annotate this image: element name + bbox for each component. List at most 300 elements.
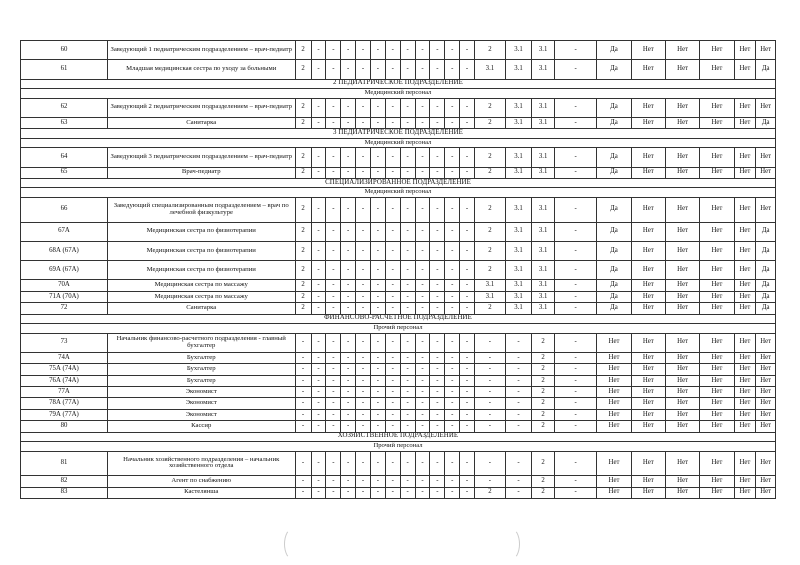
table-cell: - (385, 291, 400, 302)
table-cell: - (555, 398, 597, 409)
position-name: Агент по снабжению (107, 476, 295, 487)
table-cell: - (356, 241, 371, 260)
table-cell: 3.1 (505, 303, 531, 314)
position-name: Медицинская сестра по физиотерапии (107, 222, 295, 241)
table-cell: 3.1 (532, 148, 555, 167)
table-cell: 2 (532, 487, 555, 498)
table-cell: - (326, 280, 341, 291)
table-cell: 2 (474, 222, 505, 241)
table-cell: - (311, 409, 326, 420)
table-cell: - (341, 409, 356, 420)
table-cell: Нет (700, 60, 734, 79)
table-cell: 3.1 (474, 291, 505, 302)
table-cell: Нет (700, 280, 734, 291)
table-cell: Да (756, 117, 776, 128)
table-cell: - (311, 387, 326, 398)
table-cell: - (400, 60, 415, 79)
position-name: Заведующий 1 педиатрическим подразделением – врач-педиатр (107, 41, 295, 60)
table-cell: Нет (700, 197, 734, 222)
table-cell: 2 (532, 333, 555, 352)
table-cell: - (311, 451, 326, 476)
table-cell: 3.1 (532, 303, 555, 314)
section-header-row (21, 79, 776, 89)
table-cell: - (370, 451, 385, 476)
table-cell: Нет (734, 291, 756, 302)
table-cell: - (415, 375, 430, 386)
table-cell: Нет (756, 148, 776, 167)
table-cell: Да (597, 303, 631, 314)
table-cell: - (445, 291, 460, 302)
table-cell: 3.1 (532, 98, 555, 117)
table-cell: - (474, 375, 505, 386)
table-cell: - (460, 476, 475, 487)
table-cell: - (385, 167, 400, 178)
table-cell: Нет (597, 387, 631, 398)
table-cell: - (555, 333, 597, 352)
table-cell: - (385, 303, 400, 314)
table-cell: - (415, 98, 430, 117)
table-cell: Нет (597, 451, 631, 476)
table-cell: - (460, 487, 475, 498)
table-cell: 2 (474, 41, 505, 60)
table-cell: - (370, 421, 385, 432)
table-cell: Нет (700, 222, 734, 241)
table-cell: - (555, 375, 597, 386)
table-cell: - (430, 476, 445, 487)
table-cell: - (430, 303, 445, 314)
table-cell: - (460, 291, 475, 302)
table-cell: - (356, 167, 371, 178)
table-cell: - (326, 409, 341, 420)
table-cell: Нет (665, 167, 699, 178)
table-cell: Нет (631, 167, 665, 178)
table-cell: Нет (700, 148, 734, 167)
table-cell: - (341, 333, 356, 352)
table-row (21, 41, 776, 60)
table-cell: Да (756, 222, 776, 241)
table-cell: - (341, 375, 356, 386)
table-row (21, 167, 776, 178)
table-cell: - (430, 333, 445, 352)
table-cell: Да (597, 261, 631, 280)
table-cell: Нет (631, 241, 665, 260)
table-cell: - (385, 117, 400, 128)
table-cell: Нет (597, 375, 631, 386)
table-cell: 2 (474, 197, 505, 222)
table-cell: 2 (295, 197, 311, 222)
workplace-number: 67А (21, 222, 108, 241)
table-cell: 2 (295, 98, 311, 117)
table-cell: - (356, 451, 371, 476)
table-cell: Нет (597, 398, 631, 409)
table-cell: - (370, 352, 385, 363)
table-cell: - (415, 387, 430, 398)
table-cell: Нет (756, 333, 776, 352)
table-cell: - (555, 476, 597, 487)
table-cell: - (370, 241, 385, 260)
section-title: ХОЗЯЙСТВЕННОЕ ПОДРАЗДЕЛЕНИЕ (21, 432, 776, 442)
table-cell: - (385, 451, 400, 476)
table-cell: - (370, 98, 385, 117)
table-cell: - (295, 409, 311, 420)
table-cell: - (400, 387, 415, 398)
position-name: Начальник хозяйственного подразделения – начальник хозяйственного отдела (107, 451, 295, 476)
table-cell: Нет (700, 241, 734, 260)
table-cell: Нет (665, 375, 699, 386)
table-cell: - (460, 451, 475, 476)
table-cell: - (311, 375, 326, 386)
workplace-number: 76А (74А) (21, 375, 108, 386)
table-cell: - (460, 398, 475, 409)
table-cell: - (555, 117, 597, 128)
workplace-number: 77А (21, 387, 108, 398)
table-row (21, 364, 776, 375)
table-cell: - (445, 117, 460, 128)
table-cell: - (555, 409, 597, 420)
table-cell: - (295, 487, 311, 498)
table-cell: - (356, 303, 371, 314)
table-cell: - (460, 333, 475, 352)
table-cell: Нет (631, 387, 665, 398)
table-cell: - (445, 487, 460, 498)
table-cell: - (415, 148, 430, 167)
table-cell: - (445, 398, 460, 409)
table-cell: Нет (631, 41, 665, 60)
table-cell: - (385, 197, 400, 222)
faint-circle-mark (502, 528, 520, 560)
position-name: Начальник финансово-расчетного подразделения - главный бухгалтер (107, 333, 295, 352)
table-cell: - (356, 98, 371, 117)
table-cell: - (400, 41, 415, 60)
table-cell: - (326, 241, 341, 260)
table-cell: Да (756, 280, 776, 291)
table-cell: - (400, 117, 415, 128)
table-cell: Нет (700, 303, 734, 314)
table-cell: Нет (700, 41, 734, 60)
table-cell: 2 (295, 303, 311, 314)
table-cell: - (370, 364, 385, 375)
table-cell: 3.1 (505, 167, 531, 178)
section-header-row (21, 129, 776, 139)
table-cell: - (311, 421, 326, 432)
table-cell: - (400, 352, 415, 363)
position-name: Медицинская сестра по массажу (107, 280, 295, 291)
table-cell: - (415, 117, 430, 128)
table-cell: 2 (295, 60, 311, 79)
table-cell: - (460, 375, 475, 386)
table-cell: - (385, 375, 400, 386)
table-cell: - (505, 421, 531, 432)
table-row (21, 421, 776, 432)
table-cell: - (555, 197, 597, 222)
table-cell: Нет (631, 222, 665, 241)
table-cell: Да (756, 303, 776, 314)
table-cell: 3.1 (505, 197, 531, 222)
table-cell: - (460, 261, 475, 280)
table-cell: Да (597, 41, 631, 60)
table-cell: - (385, 60, 400, 79)
table-cell: - (326, 451, 341, 476)
table-cell: - (415, 421, 430, 432)
table-cell: 3.1 (505, 261, 531, 280)
table-cell: - (445, 261, 460, 280)
subsection-header-row (21, 442, 776, 452)
table-cell: Нет (756, 375, 776, 386)
position-name: Заведующий специализированным подразделением – врач по лечебной физкультуре (107, 197, 295, 222)
table-cell: - (311, 241, 326, 260)
table-cell: - (400, 98, 415, 117)
table-cell: - (385, 333, 400, 352)
table-cell: - (400, 476, 415, 487)
workplace-number: 63 (21, 117, 108, 128)
table-cell: - (311, 333, 326, 352)
table-cell: - (311, 222, 326, 241)
position-name: Кассир (107, 421, 295, 432)
table-cell: - (370, 409, 385, 420)
table-cell: Нет (597, 409, 631, 420)
table-row (21, 222, 776, 241)
table-cell: - (445, 98, 460, 117)
table-cell: Нет (631, 476, 665, 487)
table-cell: - (415, 398, 430, 409)
table-cell: - (430, 409, 445, 420)
table-cell: - (341, 261, 356, 280)
table-row (21, 280, 776, 291)
workplace-number: 68А (67А) (21, 241, 108, 260)
table-cell: Да (756, 60, 776, 79)
table-cell: - (445, 387, 460, 398)
table-cell: - (505, 409, 531, 420)
table-cell: - (555, 261, 597, 280)
table-cell: - (356, 364, 371, 375)
table-cell: Нет (665, 241, 699, 260)
table-cell: - (356, 291, 371, 302)
table-cell: Нет (665, 421, 699, 432)
table-cell: - (430, 222, 445, 241)
table-cell: Нет (665, 280, 699, 291)
table-cell: - (555, 167, 597, 178)
table-cell: 3.1 (505, 60, 531, 79)
table-cell: 3.1 (532, 222, 555, 241)
table-cell: - (430, 167, 445, 178)
workplace-number: 82 (21, 476, 108, 487)
table-cell: Да (597, 222, 631, 241)
table-cell: - (295, 352, 311, 363)
position-name: Врач-педиатр (107, 167, 295, 178)
section-header-row (21, 314, 776, 324)
table-cell: 3.1 (505, 117, 531, 128)
table-cell: - (326, 398, 341, 409)
table-cell: Нет (700, 333, 734, 352)
table-cell: - (505, 333, 531, 352)
table-cell: 2 (474, 303, 505, 314)
table-cell: - (505, 476, 531, 487)
table-cell: - (474, 387, 505, 398)
table-cell: - (474, 333, 505, 352)
table-cell: Нет (665, 41, 699, 60)
table-cell: Нет (700, 398, 734, 409)
table-cell: Нет (597, 487, 631, 498)
table-cell: - (460, 280, 475, 291)
table-cell: - (356, 333, 371, 352)
table-cell: - (356, 487, 371, 498)
table-cell: Да (756, 241, 776, 260)
table-cell: Нет (665, 261, 699, 280)
table-cell: Нет (665, 364, 699, 375)
table-cell: Нет (756, 409, 776, 420)
table-cell: - (430, 451, 445, 476)
table-cell: - (370, 487, 385, 498)
table-cell: Нет (734, 487, 756, 498)
table-cell: - (415, 487, 430, 498)
table-cell: - (505, 487, 531, 498)
table-cell: - (341, 291, 356, 302)
table-cell: Нет (700, 375, 734, 386)
table-cell: - (505, 451, 531, 476)
table-cell: - (430, 197, 445, 222)
table-cell: - (385, 409, 400, 420)
table-cell: Нет (734, 60, 756, 79)
table-cell: Нет (734, 41, 756, 60)
table-cell: Нет (631, 421, 665, 432)
table-cell: - (370, 197, 385, 222)
table-cell: Нет (665, 222, 699, 241)
table-cell: - (555, 98, 597, 117)
table-cell: Нет (631, 398, 665, 409)
table-cell: - (555, 303, 597, 314)
table-cell: Нет (631, 60, 665, 79)
table-cell: - (356, 421, 371, 432)
table-cell: Нет (734, 375, 756, 386)
table-cell: - (370, 261, 385, 280)
table-cell: Нет (756, 364, 776, 375)
table-cell: - (341, 303, 356, 314)
table-cell: 2 (295, 117, 311, 128)
table-cell: Нет (756, 398, 776, 409)
subsection-title: Прочий персонал (21, 442, 776, 452)
table-cell: Да (597, 241, 631, 260)
table-cell: Нет (734, 303, 756, 314)
table-cell: - (326, 197, 341, 222)
table-cell: 3.1 (474, 60, 505, 79)
table-cell: Нет (597, 421, 631, 432)
table-cell: Да (597, 98, 631, 117)
table-cell: - (370, 222, 385, 241)
table-cell: - (370, 167, 385, 178)
table-cell: - (400, 409, 415, 420)
table-cell: - (341, 476, 356, 487)
table-cell: Нет (734, 280, 756, 291)
table-cell: - (400, 222, 415, 241)
table-cell: - (385, 352, 400, 363)
table-cell: Нет (665, 197, 699, 222)
table-row (21, 117, 776, 128)
table-cell: 3.1 (505, 280, 531, 291)
table-cell: - (415, 409, 430, 420)
subsection-title: Медицинский персонал (21, 188, 776, 198)
workplace-number: 71А (70А) (21, 291, 108, 302)
sout-results-table (20, 40, 776, 499)
table-cell: - (555, 148, 597, 167)
table-cell: - (385, 387, 400, 398)
table-cell: 2 (532, 451, 555, 476)
table-cell: - (295, 421, 311, 432)
table-cell: - (295, 476, 311, 487)
table-cell: - (430, 117, 445, 128)
table-cell: 2 (532, 387, 555, 398)
table-cell: - (445, 148, 460, 167)
table-cell: - (385, 261, 400, 280)
table-cell: - (460, 409, 475, 420)
table-cell: - (385, 98, 400, 117)
table-cell: - (430, 375, 445, 386)
table-cell: - (326, 375, 341, 386)
table-cell: - (460, 421, 475, 432)
section-header-row (21, 432, 776, 442)
table-cell: - (430, 387, 445, 398)
table-cell: Нет (631, 148, 665, 167)
table-cell: - (341, 41, 356, 60)
table-cell: - (555, 280, 597, 291)
position-name: Санитарка (107, 303, 295, 314)
table-cell: Нет (756, 421, 776, 432)
workplace-number: 62 (21, 98, 108, 117)
table-cell: - (460, 387, 475, 398)
table-cell: Нет (700, 364, 734, 375)
table-cell: - (415, 197, 430, 222)
table-cell: - (430, 352, 445, 363)
table-cell: - (460, 222, 475, 241)
table-cell: - (356, 375, 371, 386)
table-cell: Нет (734, 352, 756, 363)
table-cell: - (311, 364, 326, 375)
table-cell: - (445, 421, 460, 432)
table-cell: - (295, 387, 311, 398)
table-cell: - (385, 364, 400, 375)
table-cell: - (555, 451, 597, 476)
table-cell: - (370, 117, 385, 128)
table-row (21, 303, 776, 314)
table-cell: - (370, 387, 385, 398)
table-row (21, 333, 776, 352)
table-cell: - (445, 375, 460, 386)
table-cell: Нет (665, 148, 699, 167)
position-name: Экономист (107, 387, 295, 398)
section-title: 3 ПЕДИАТРИЧЕСКОЕ ПОДРАЗДЕЛЕНИЕ (21, 129, 776, 139)
table-cell: - (356, 409, 371, 420)
table-cell: 2 (532, 421, 555, 432)
table-cell: - (400, 167, 415, 178)
table-cell: - (311, 398, 326, 409)
table-cell: - (400, 291, 415, 302)
table-cell: - (370, 280, 385, 291)
table-cell: - (474, 409, 505, 420)
table-cell: - (430, 364, 445, 375)
table-cell: Нет (631, 280, 665, 291)
table-cell: - (341, 487, 356, 498)
table-cell: Нет (700, 352, 734, 363)
table-cell: - (356, 148, 371, 167)
table-cell: - (555, 487, 597, 498)
table-cell: Нет (700, 387, 734, 398)
table-cell: - (445, 60, 460, 79)
table-cell: - (311, 117, 326, 128)
table-cell: - (385, 476, 400, 487)
table-cell: - (415, 333, 430, 352)
table-cell: Нет (631, 98, 665, 117)
table-cell: - (555, 364, 597, 375)
table-cell: 3.1 (532, 280, 555, 291)
